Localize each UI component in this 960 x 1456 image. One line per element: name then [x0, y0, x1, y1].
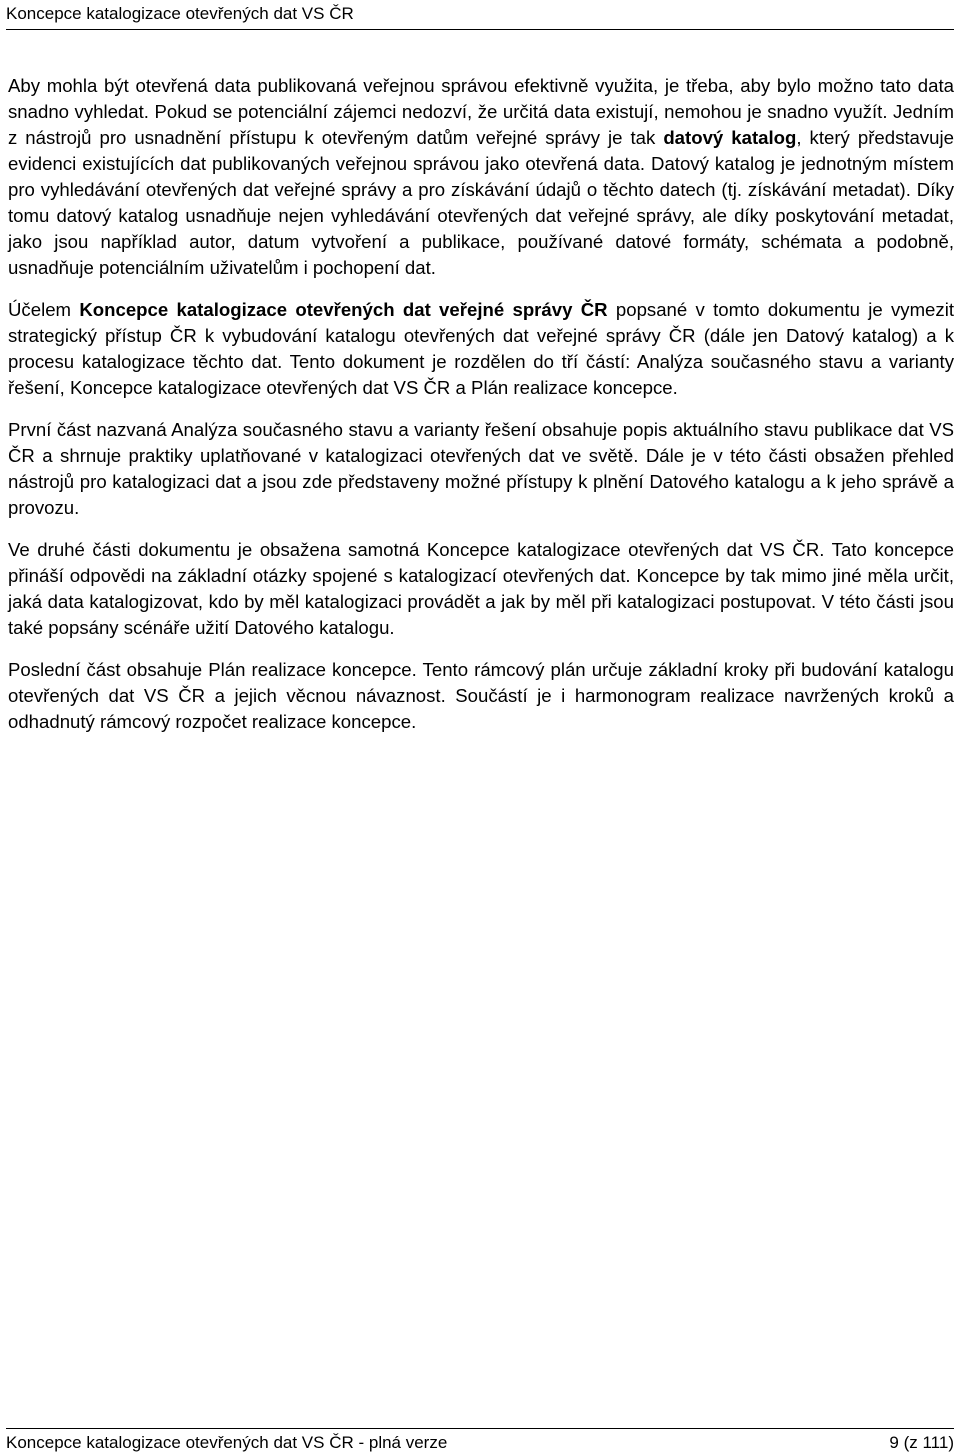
running-footer — [6, 1433, 954, 1453]
paragraph-ucel-koncepce — [8, 297, 954, 401]
document-body — [8, 73, 954, 751]
paragraph-prvni-cast — [8, 417, 954, 521]
footer-page-number: 9 (z 111) — [889, 1433, 954, 1452]
paragraph-text: , který představuje evidenci existujících dat publikovaných veřejnou správou jako otevřená data. Datový katalog je jednotným místem pro vyhledávání otevřených dat veřejné správy a pro získávání údajů o těchto datech (tj. získávání metadat). Díky tomu datový katalog usnadňuje nejen vyhledávání otevřených dat veřejné správy, ale díky poskytování metadat, jako jsou například autor, datum vytvoření a publikace, používané datové formáty, schémata a podobně, usnadňuje potenciálním uživatelům i pochopení dat. — [8, 127, 954, 278]
footer-document-title: Koncepce katalogizace otevřených dat VS ČR - plná verze — [6, 1433, 448, 1452]
emphasis-term: Koncepce katalogizace otevřených dat veřejné správy ČR — [79, 299, 608, 320]
running-header-title: Koncepce katalogizace otevřených dat VS ČR — [6, 4, 354, 23]
paragraph-text: popsané v tomto dokumentu je vymezit strategický přístup ČR k vybudování katalogu otevřených dat veřejné správy ČR (dále jen Datový katalog) a k procesu katalogizace těchto dat. Tento dokument je rozdělen do tří částí: Analýza současného stavu a varianty řešení, Koncepce katalogizace otevřených dat VS ČR a Plán realizace koncepce. — [8, 299, 954, 398]
footer-divider — [6, 1428, 954, 1429]
paragraph-text: Ve druhé části dokumentu je obsažena samotná Koncepce katalogizace otevřených dat VS ČR. Tato koncepce přináší odpovědi na základní otázky spojené s katalogizací otevřených dat. Koncepce by tak mimo jiné měla určit, jaká data katalogizovat, kdo by měl katalogizaci provádět a jak by měl při katalogizaci postupovat. V této části jsou také popsány scénáře užití Datového katalogu. — [8, 539, 954, 638]
paragraph-text: Účelem — [8, 299, 80, 320]
paragraph-text: Aby mohla být otevřená data publikovaná veřejnou správou efektivně využita, je třeba, aby bylo možno tato data snadno vyhledat. Pokud se potenciální zájemci nedozví, že určitá data existují, nemohou je snadno využít. Jedním z nástrojů pro usnadnění přístupu k otevřeným datům veřejné správy je tak — [8, 75, 954, 148]
paragraph-datovy-katalog — [8, 73, 954, 281]
paragraph-text: Poslední část obsahuje Plán realizace koncepce. Tento rámcový plán určuje základní kroky při budování katalogu otevřených dat VS ČR a jejich věcnou návaznost. Součástí je i harmonogram realizace navržených kroků a odhadnutý rámcový rozpočet realizace koncepce. — [8, 659, 954, 732]
emphasis-term: datový katalog — [663, 127, 797, 148]
paragraph-text: První část nazvaná Analýza současného stavu a varianty řešení obsahuje popis aktuálního stavu publikace dat VS ČR a shrnuje praktiky uplatňované v katalogizaci otevřených dat ve světě. Dále je v této části obsažen přehled nástrojů pro katalogizaci dat a jsou zde představeny možné přístupy k plnění Datového katalogu a k jeho správě a provozu. — [8, 419, 954, 518]
paragraph-druha-cast — [8, 537, 954, 641]
paragraph-posledni-cast — [8, 657, 954, 735]
header-divider — [6, 29, 954, 30]
